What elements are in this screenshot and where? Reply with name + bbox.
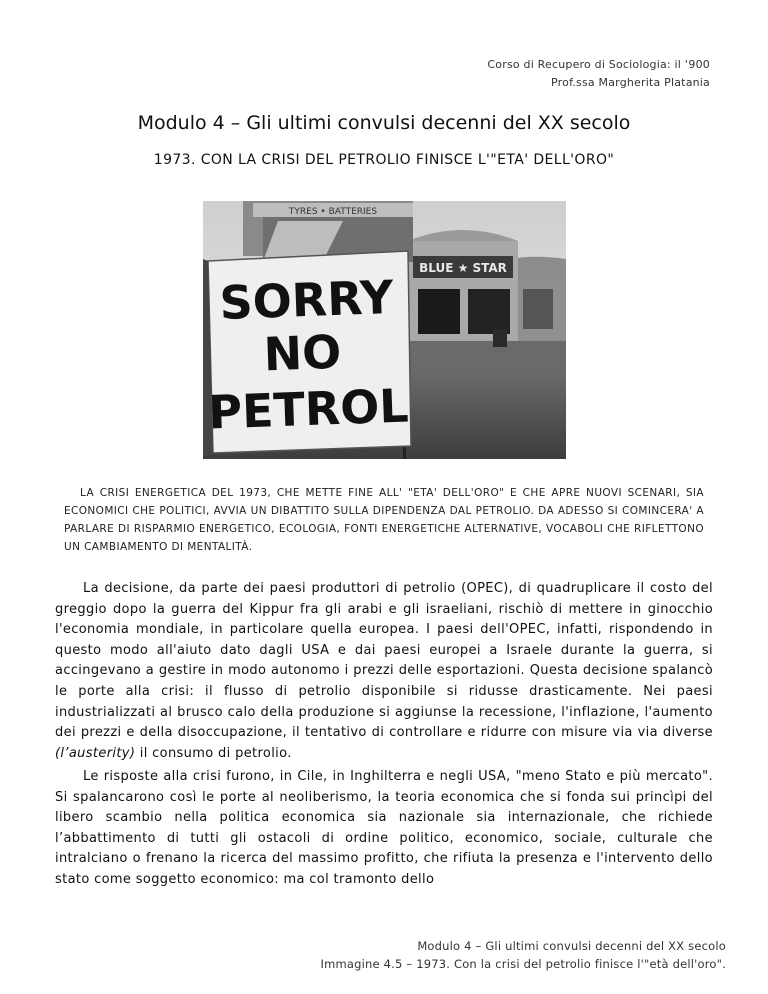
module-title: Modulo 4 – Gli ultimi convulsi decenni del XX secolo [137, 112, 631, 134]
section-subtitle: 1973. CON LA CRISI DEL PETROLIO FINISCE L'"ETA' DELL'ORO" [153, 152, 615, 168]
sorry-no-petrol-photo [203, 201, 566, 459]
paragraph-1-text: La decisione, da parte dei paesi produttori di petrolio (OPEC), di quadruplicare il costo del greggio dopo la guerra del Kippur fra gli arabi e gli israeliani, rischiò di mettere in ginocchio l'economia mondiale, in particolare quella europea. I paesi dell'OPEC, infatti, rispondendo in questo modo all'aiuto dato dagli USA e dai paesi europei a Israele durante la guerra, si accingevano a gestire in modo autonomo i prezzi delle esportazioni. Questa decisione spalancò le porte alla crisi: il flusso di petrolio disponibile si ridusse drasticamente. Nei paesi industrializzati al brusco calo della produzione si aggiunse la recessione, l'inflazione, l'aumento dei prezzi e della disoccupazione, il tentativo di controllare e ridurre con misure via via diverse [55, 581, 713, 741]
tyres-sign: TYRES • BATTERIES [288, 207, 378, 217]
paragraph-neoliberism: Le risposte alla crisi furono, in Cile, in Inghilterra e negli USA, "meno Stato e più mercato". Si spalancarono così le porte al neoliberismo, la teoria economica che si fonda sui princìpi del libero scambio nella politica economica sia nazionale sia internazionale, che richiede l’abbattimento di tutti gli ostacoli di ordine politico, economico, sociale, culturale che intralciano o frenano la ricerca del massimo profitto, che rifiuta la presenza e l'intervento dello stato come soggetto economico: ma col tramonto dello [55, 769, 713, 887]
sign-text-no: NO [262, 324, 343, 382]
building-sign: BLUE ★ STAR [419, 261, 507, 275]
footer-module: Modulo 4 – Gli ultimi convulsi decenni del XX secolo [417, 939, 726, 953]
footer-image-ref: Immagine 4.5 – 1973. Con la crisi del petrolio finisce l'"età dell'oro". [320, 957, 726, 971]
page-header [487, 56, 710, 92]
sign-text-petrol: PETROL [207, 378, 410, 440]
photo-caption: LA CRISI ENERGETICA DEL 1973, CHE METTE FINE ALL' "ETA' DELL'ORO" E CHE APRE NUOVI SCENARI, SIA ECONOMICI CHE POLITICI, AVVIA UN DIBATTITO SULLA DIPENDENZA DAL PETROLIO. DA ADESSO SI COMINCERA' A PARLARE DI RISPARMIO ENERGETICO, ECOLOGIA, FONTI ENERGETICHE ALTERNATIVE, VOCABOLI CHE RIFLETTONO UN CAMBIAMENTO DI MENTALITÀ. [64, 487, 704, 553]
paragraph-1-tail: il consumo di petrolio. [135, 745, 292, 761]
sign-text-sorry: SORRY [218, 269, 395, 331]
page-footer [320, 937, 726, 973]
course-name: Corso di Recupero di Sociologia: il ‘900 [487, 58, 710, 71]
teacher-name: Prof.ssa Margherita Platania [551, 76, 710, 89]
paragraph-opec-crisis [55, 579, 713, 764]
austerity-term: (l’austerity) [55, 745, 136, 761]
